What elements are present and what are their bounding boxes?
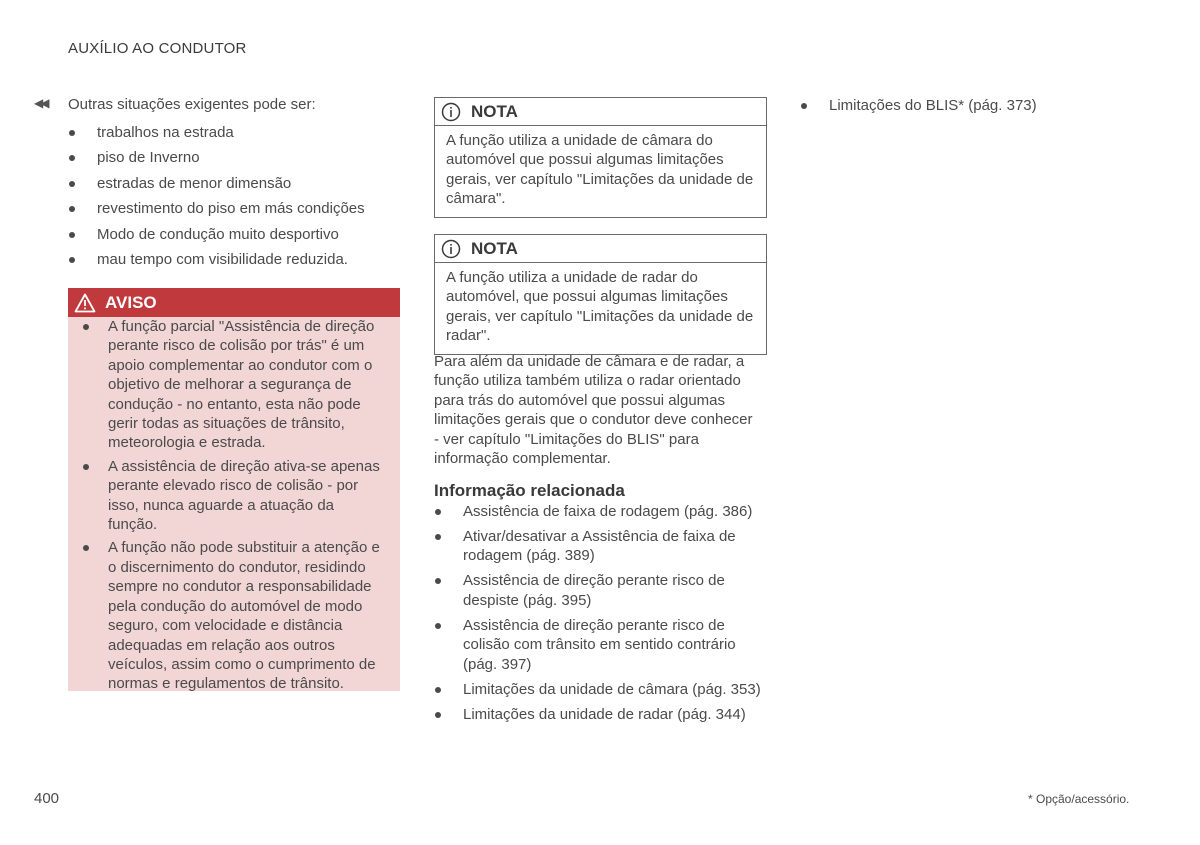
warning-box: [68, 288, 400, 691]
list-item: piso de Inverno: [68, 149, 388, 174]
bullet-icon: [435, 623, 441, 629]
note-box-radar: [434, 234, 767, 355]
continuation-icon: ◀◀: [34, 96, 47, 110]
bullet-icon: [83, 324, 89, 330]
bullet-icon: [435, 687, 441, 693]
note-header: [435, 98, 766, 126]
list-item: mau tempo com visibilidade reduzida.: [68, 251, 388, 276]
related-info-list: [434, 502, 766, 730]
warning-list: [68, 317, 400, 694]
related-info-heading: Informação relacionada: [434, 481, 625, 500]
bullet-icon: [69, 206, 75, 212]
list-item: estradas de menor dimensão: [68, 175, 388, 200]
note-text: A função utiliza a unidade de radar do automóvel, que possui algumas limitações gerais, ver capítulo "Limitações da unidade de radar".: [446, 269, 754, 345]
list-item: revestimento do piso em más condições: [68, 200, 388, 225]
bullet-icon: [69, 155, 75, 161]
page-number: 400: [34, 790, 60, 807]
note-title: NOTA: [471, 238, 518, 258]
list-item: A assistência de direção ativa-se apenas perante elevado risco de colisão - por isso, nunca aguarde a atuação da função.: [68, 457, 400, 535]
bullet-icon: [435, 578, 441, 584]
related-link[interactable]: Assistência de direção perante risco de despiste (pág. 395): [434, 571, 766, 610]
bullet-icon: [83, 464, 89, 470]
list-item: trabalhos na estrada: [68, 124, 388, 149]
note-box-camera: [434, 97, 767, 218]
bullet-icon: [69, 181, 75, 187]
warning-header: [68, 288, 400, 317]
related-info-list-continued: [800, 96, 1100, 115]
list-item: A função parcial "Assistência de direção perante risco de colisão por trás" é um apoio complementar ao condutor com o objetivo de melhorar a segurança de condução - no entanto, esta não pode gerir todas as situações de trânsito, meteorologia e estrada.: [68, 317, 400, 453]
bullet-icon: [83, 545, 89, 551]
body-paragraph: Para além da unidade de câmara e de radar, a função utiliza também utiliza o radar orientado para trás do automóvel que possui algumas limitações gerais que o condutor deve conhecer - ver capítulo "Limitações do BLIS" para informação complementar.: [434, 353, 753, 468]
related-link[interactable]: Limitações da unidade de radar (pág. 344): [434, 705, 766, 724]
bullet-icon: [69, 232, 75, 238]
info-circle-icon: [441, 239, 461, 259]
intro-text: Outras situações exigentes pode ser:: [68, 96, 316, 113]
warning-title: AVISO: [105, 292, 157, 312]
info-circle-icon: [441, 102, 461, 122]
warning-triangle-icon: [74, 293, 96, 313]
page-header: AUXÍLIO AO CONDUTOR: [68, 40, 247, 57]
bullet-icon: [435, 712, 441, 718]
bullet-icon: [69, 130, 75, 136]
bullet-icon: [435, 509, 441, 515]
related-link[interactable]: Limitações da unidade de câmara (pág. 353): [434, 680, 766, 699]
footnote: * Opção/acessório.: [1028, 792, 1130, 806]
list-item: Modo de condução muito desportivo: [68, 226, 388, 251]
note-text: A função utiliza a unidade de câmara do automóvel que possui algumas limitações gerais, ver capítulo "Limitações da unidade de câmara".: [446, 132, 754, 208]
list-item: A função não pode substituir a atenção e o discernimento do condutor, residindo sempre no condutor a responsabilidade pela condução do automóvel de modo seguro, com velocidade e distância adequadas em relação aos outros veículos, assim como o cumprimento de normas e regulamentos de trânsito.: [68, 538, 400, 693]
related-link[interactable]: Assistência de faixa de rodagem (pág. 386): [434, 502, 766, 521]
related-link[interactable]: Assistência de direção perante risco de colisão com trânsito em sentido contrário (pág. 397): [434, 616, 766, 674]
note-header: [435, 235, 766, 263]
note-title: NOTA: [471, 101, 518, 121]
related-link[interactable]: Ativar/desativar a Assistência de faixa de rodagem (pág. 389): [434, 527, 766, 566]
bullet-icon: [69, 257, 75, 263]
bullet-icon: [435, 534, 441, 540]
situations-list: [68, 124, 388, 276]
bullet-icon: [801, 103, 807, 109]
related-link[interactable]: Limitações do BLIS* (pág. 373): [800, 96, 1100, 115]
